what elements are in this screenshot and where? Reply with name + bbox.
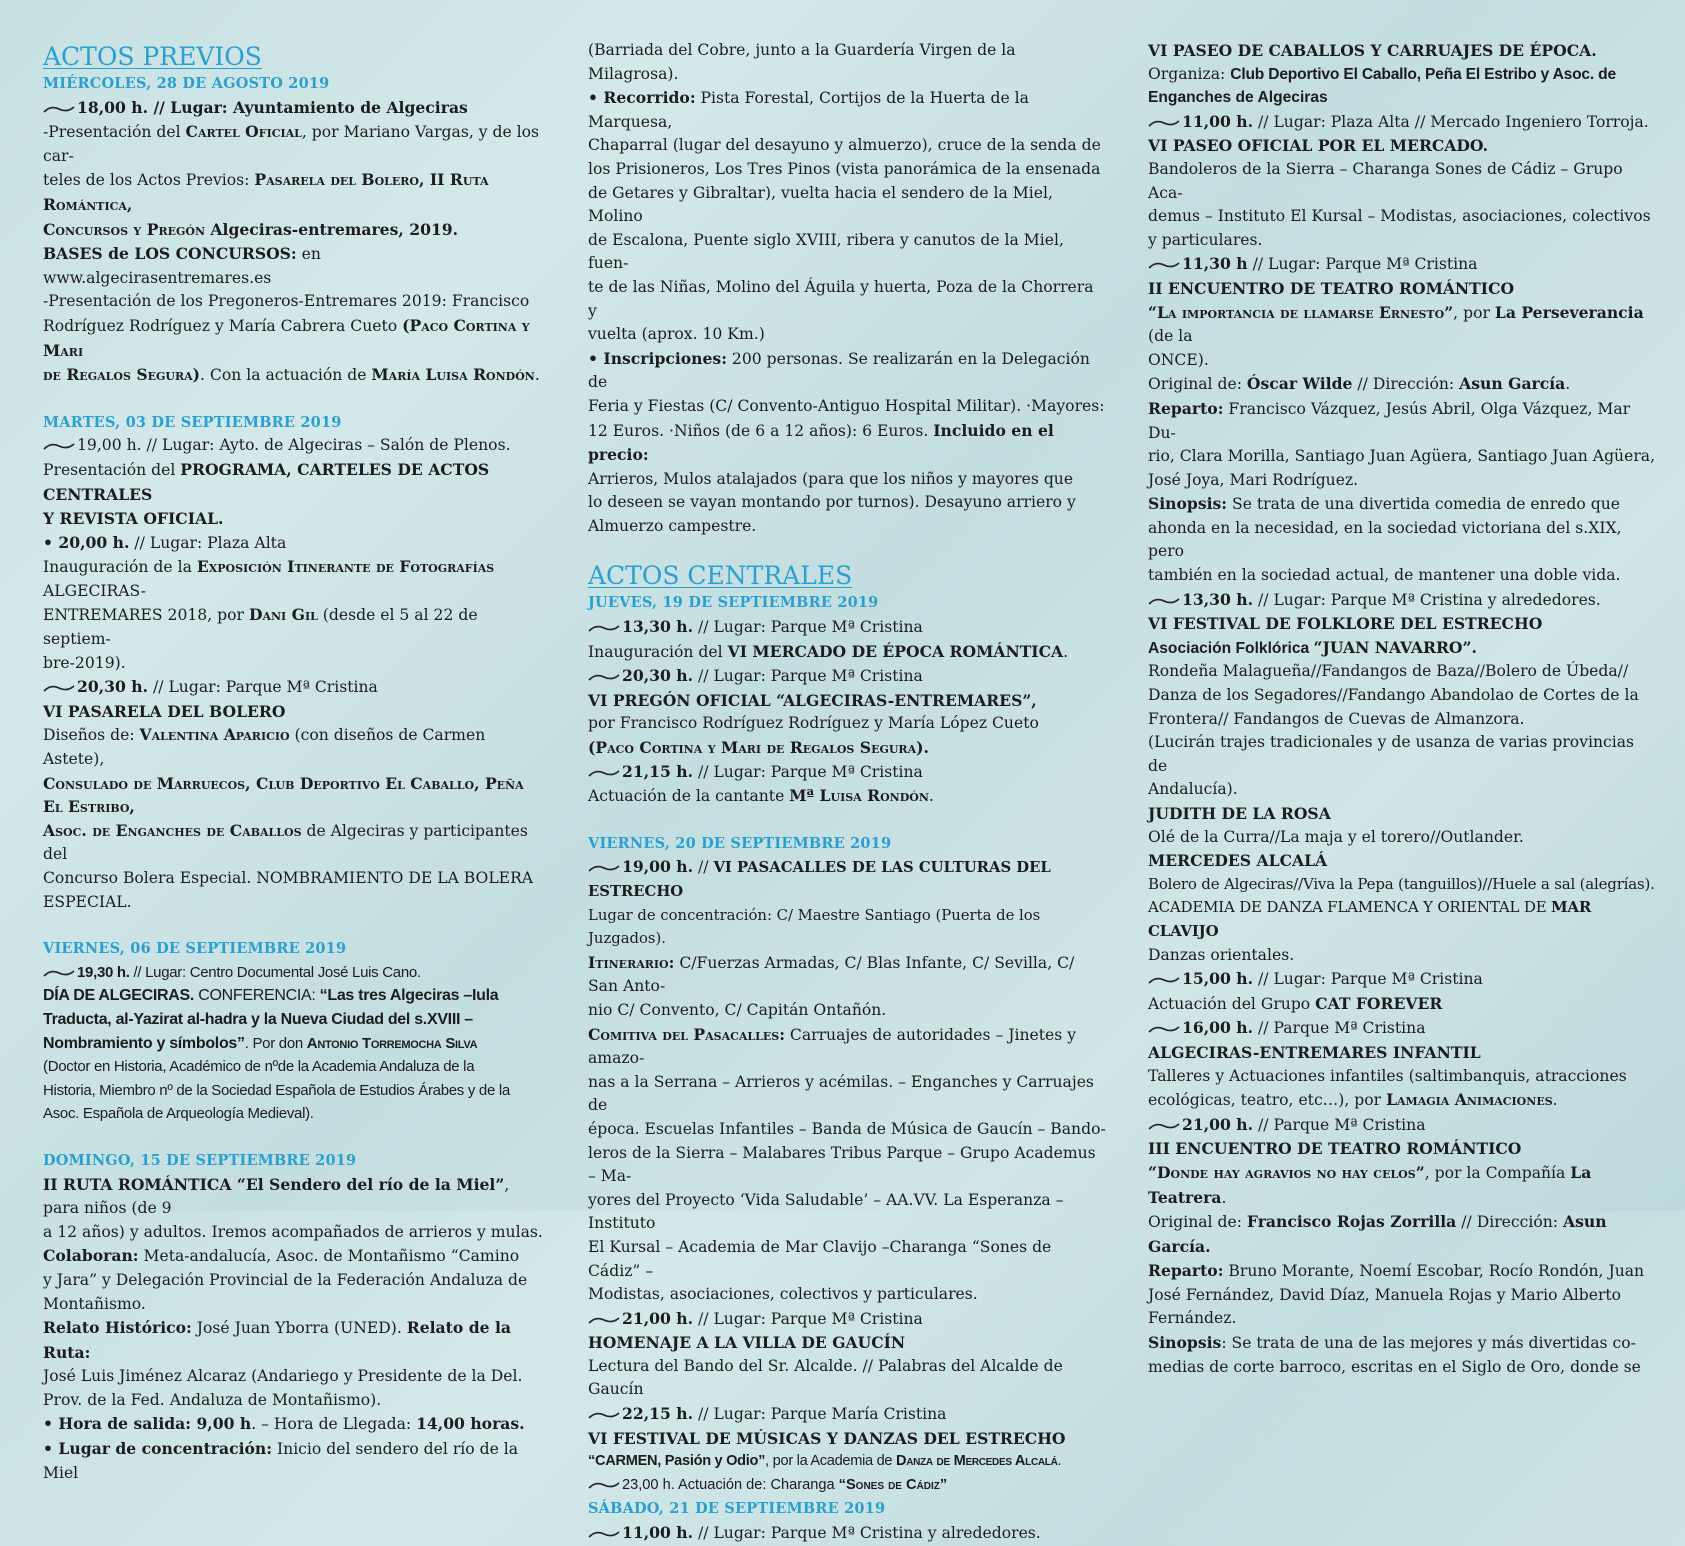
text-line: Inauguración del VI MERCADO DE ÉPOCA ROMÁNTICA.	[588, 641, 1069, 661]
text-line: (Doctor en Historia, Académico de nºde la Academia Andaluza de la	[43, 1058, 475, 1076]
text-line: VI FESTIVAL DE MÚSICAS Y DANZAS DEL ESTRECHO	[588, 1428, 1066, 1448]
text-line: HOMENAJE A LA VILLA DE GAUCÍN	[588, 1333, 906, 1353]
event-line: 15,00 h. // Lugar: Parque Mª Cristina	[1148, 967, 1658, 992]
text-line: teles de los Actos Previos: Pasarela del Bolero, II Ruta Romántica,	[43, 170, 489, 214]
tilde-icon	[43, 441, 75, 451]
text-line: VI PREGÓN OFICIAL “ALGECIRAS-ENTREMARES”,	[588, 690, 1037, 710]
text-line: VI PASEO DE CABALLOS Y CARRUAJES DE ÉPOCA.	[1148, 41, 1597, 60]
text-line: ecológicas, teatro, etc…), por Lamagia Animaciones.	[1148, 1090, 1558, 1110]
tilde-icon	[43, 683, 75, 693]
text-line: Olé de la Curra//La maja y el torero//Outlander.	[1148, 827, 1524, 846]
text-line: • Inscripciones: 200 personas. Se realizarán en la Delegación de	[588, 348, 1090, 392]
text-line: Prov. de la Fed. Andaluza de Montañismo).	[43, 1390, 382, 1409]
text-line: Chaparral (lugar del desayuno y almuerzo), cruce de la senda de	[588, 136, 1101, 155]
date-heading: MARTES, 03 DE SEPTIEMBRE 2019	[43, 413, 342, 431]
tilde-icon	[1148, 596, 1180, 606]
tilde-icon	[588, 623, 620, 633]
text-line: leros de la Sierra – Malabares Tribus Parque – Grupo Academus – Ma-	[588, 1143, 1096, 1186]
event-line: 20,30 h. // Lugar: Parque Mª Cristina	[43, 675, 543, 700]
column-actos-centrales	[588, 39, 1106, 1546]
tilde-icon	[588, 1315, 620, 1325]
text-line: y Jara” y Delegación Provincial de la Federación Andaluza de	[43, 1270, 528, 1289]
text-line: José Fernández, David Díaz, Manuela Rojas y Mario Alberto	[1148, 1285, 1622, 1304]
text-line: Bandoleros de la Sierra – Charanga Sones de Cádiz – Grupo Aca-	[1148, 159, 1623, 202]
text-line: Nombramiento y símbolos”. Por don Antonio Torremocha Silva	[43, 1034, 478, 1052]
event-line: 18,00 h. // Lugar: Ayuntamiento de Algeciras	[43, 96, 543, 121]
text-line: Almuerzo campestre.	[588, 516, 757, 535]
tilde-icon	[588, 1529, 620, 1539]
event-line: 21,15 h. // Lugar: Parque Mª Cristina	[588, 760, 1106, 785]
text-line: Reparto: Bruno Morante, Noemí Escobar, Rocío Rondón, Juan	[1148, 1261, 1645, 1281]
text-line: VI PASEO OFICIAL POR EL MERCADO.	[1148, 136, 1489, 156]
text-line: Actuación del Grupo CAT FOREVER	[1148, 993, 1443, 1013]
text-line: los Prisioneros, Los Tres Pinos (vista panorámica de la ensenada	[588, 159, 1101, 178]
text-line: Relato Histórico: José Juan Yborra (UNED). Relato de la Ruta:	[43, 1318, 511, 1362]
text-line: Andalucía).	[1148, 780, 1238, 799]
column-actos-previos	[43, 38, 543, 1485]
text-line: • Hora de salida: 9,00 h. – Hora de Llegada: 14,00 horas.	[43, 1414, 525, 1434]
text-line: • Lugar de concentración: Inicio del sendero del río de la Miel	[43, 1439, 519, 1482]
text-line: MERCEDES ALCALÁ	[1148, 851, 1328, 871]
text-line: Arrieros, Mulos atalajados (para que los niños y mayores que	[588, 469, 1074, 488]
text-line: III ENCUENTRO DE TEATRO ROMÁNTICO	[1148, 1139, 1522, 1159]
event-line: 11,00 h. // Lugar: Parque Mª Cristina y alrededores.	[588, 1521, 1106, 1546]
tilde-icon	[588, 768, 620, 778]
text-line: Concurso Bolera Especial. NOMBRAMIENTO DE LA BOLERA	[43, 869, 534, 887]
date-heading: DOMINGO, 15 DE SEPTIEMBRE 2019	[43, 1151, 357, 1169]
text-line: Rondeña Malagueña//Fandangos de Baza//Bolero de Úbeda//	[1148, 662, 1629, 681]
text-line: Bolero de Algeciras//Viva la Pepa (tanguillos)//Huele a sal (alegrías).	[1148, 874, 1655, 893]
text-line: de Regalos Segura). Con la actuación de María Luisa Rondón.	[43, 365, 540, 385]
text-line: Rodríguez Rodríguez y María Cabrera Cueto (Paco Cortina y Mari	[43, 315, 530, 360]
text-line: BASES de LOS CONCURSOS: en www.algecirasentremares.es	[43, 244, 321, 287]
text-line: nas a la Serrana – Arrieros y acémilas. – Enganches y Carruajes de	[588, 1072, 1094, 1115]
text-line: Sinopsis: Se trata de una divertida comedia de enredo que	[1148, 494, 1620, 514]
event-line: 22,15 h. // Lugar: Parque María Cristina	[588, 1402, 1106, 1427]
date-heading: SÁBADO, 21 DE SEPTIEMBRE 2019	[588, 1500, 886, 1518]
tilde-icon	[588, 1410, 620, 1420]
text-line: 12 Euros. ·Niños (de 6 a 12 años): 6 Euros. Incluido en el precio:	[588, 420, 1054, 465]
text-line: y particulares.	[1148, 230, 1263, 249]
event-line: 19,00 h. // VI PASACALLES DE LAS CULTURAS DEL ESTRECHO	[588, 857, 1051, 900]
tilde-icon	[1148, 1121, 1180, 1131]
text-line: José Joya, Mari Rodríguez.	[1148, 470, 1359, 489]
event-line: 19,00 h. // Lugar: Ayto. de Algeciras – Salón de Plenos.	[43, 434, 543, 458]
text-line: II ENCUENTRO DE TEATRO ROMÁNTICO	[1148, 278, 1515, 298]
text-line: Danzas orientales.	[1148, 945, 1295, 964]
text-line: ENTREMARES 2018, por Dani Gil (desde el 5 al 22 de septiem-	[43, 605, 478, 649]
text-line: Concursos y Pregón Algeciras-entremares, 2019.	[43, 219, 459, 239]
event-line: 11,00 h. // Lugar: Plaza Alta // Mercado Ingeniero Torroja.	[1148, 110, 1658, 135]
tilde-icon	[588, 1480, 620, 1490]
text-line: ahonda en la necesidad, en la sociedad victoriana del s.XIX, pero	[1148, 518, 1622, 561]
text-line: II RUTA ROMÁNTICA “El Sendero del río de la Miel”, para niños (de 9	[43, 1174, 510, 1218]
text-line: -Presentación del Cartel Oficial, por Mariano Vargas, y de los car-	[43, 122, 540, 165]
event-line: 13,30 h. // Lugar: Parque Mª Cristina y alrededores.	[1148, 588, 1658, 613]
text-line: nio C/ Convento, C/ Capitán Ontañón.	[588, 1000, 887, 1019]
text-line: Consulado de Marruecos, Club Deportivo El Caballo, Peña El Estribo,	[43, 773, 524, 817]
text-line: demus – Instituto El Kursal – Modistas, asociaciones, colectivos	[1148, 207, 1651, 226]
text-line: Asoc. Española de Arqueología Medieval).	[43, 1105, 314, 1123]
column-continuation	[1148, 39, 1658, 1379]
text-line: vuelta (aprox. 10 Km.)	[588, 325, 765, 344]
text-line: VI PASARELA DEL BOLERO	[43, 701, 286, 721]
text-line: lo deseen se vayan montando por turnos). Desayuno arriero y	[588, 493, 1076, 512]
text-line: Traducta, al-Yazirat al-hadra y la Nueva Ciudad del s.XVIII –	[43, 1010, 473, 1028]
text-line: -Presentación de los Pregoneros-Entremares 2019: Francisco	[43, 292, 530, 311]
text-line: (Lucirán trajes tradicionales y de usanza de varias provincias de	[1148, 733, 1635, 775]
date-heading: MIÉRCOLES, 28 DE AGOSTO 2019	[43, 75, 330, 92]
text-line: Itinerario: C/Fuerzas Armadas, C/ Blas Infante, C/ Sevilla, C/ San Anto-	[588, 952, 1075, 996]
event-line: 19,30 h. // Lugar: Centro Documental José Luis Cano.	[43, 961, 543, 985]
tilde-icon	[1148, 1024, 1180, 1034]
tilde-icon	[588, 672, 620, 682]
text-line: Sinopsis: Se trata de una de las mejores y más divertidas co-	[1148, 1333, 1636, 1353]
tilde-icon	[43, 104, 75, 114]
text-line: Organiza: Club Deportivo El Caballo, Peña El Estribo y Asoc. de	[1148, 64, 1616, 83]
tilde-icon	[43, 968, 75, 978]
text-line: Inauguración de la Exposición Itinerante de Fotografías ALGECIRAS-	[43, 557, 495, 600]
text-line: Modistas, asociaciones, colectivos y particulares.	[588, 1285, 978, 1304]
text-line: Asoc. de Enganches de Caballos de Algeciras y participantes del	[43, 820, 528, 864]
text-line: JUDITH DE LA ROSA	[1148, 804, 1331, 823]
text-line: Comitiva del Pasacalles: Carruajes de autoridades – Jinetes y amazo-	[588, 1024, 1077, 1068]
text-line: José Luis Jiménez Alcaraz (Andariego y Presidente de la Del.	[43, 1367, 523, 1386]
text-line: VI FESTIVAL DE FOLKLORE DEL ESTRECHO	[1148, 614, 1543, 634]
text-line: Reparto: Francisco Vázquez, Jesús Abril, Olga Vázquez, Mar Du-	[1148, 398, 1631, 442]
tilde-icon	[1148, 260, 1180, 270]
text-line: de Getares y Gibraltar), vuelta hacia el sendero de la Miel, Molino	[588, 183, 1053, 226]
text-line: Talleres y Actuaciones infantiles (saltimbanquis, atracciones	[1148, 1066, 1627, 1085]
tilde-icon	[588, 863, 620, 873]
text-line: Lectura del Bando del Sr. Alcalde. // Palabras del Alcalde de Gaucín	[588, 1356, 1063, 1399]
text-line: por Francisco Rodríguez Rodríguez y María López Cueto	[588, 714, 1039, 733]
text-line: ACADEMIA DE DANZA FLAMENCA Y ORIENTAL DE MAR CLAVIJO	[1148, 898, 1592, 940]
text-line: ALGECIRAS-ENTREMARES INFANTIL	[1148, 1042, 1481, 1062]
date-heading: JUEVES, 19 DE SEPTIEMBRE 2019	[588, 594, 879, 612]
text-line: Lugar de concentración: C/ Maestre Santiago (Puerta de los Juzgados).	[588, 906, 1041, 948]
text-line: “La importancia de llamarse Ernesto”, por La Perseverancia (de la	[1148, 302, 1644, 346]
section-title-actos-centrales: ACTOS CENTRALES	[588, 561, 853, 591]
text-line: Asociación Folklórica “JUAN NAVARRO”.	[1148, 637, 1477, 657]
text-line: a 12 años) y adultos. Iremos acompañados de arrieros y mulas.	[43, 1222, 543, 1241]
text-line: de Escalona, Puente siglo XVIII, ribera y canutos de la Miel, fuen-	[588, 230, 1064, 273]
text-line: Enganches de Algeciras	[1148, 89, 1328, 107]
text-line: Original de: Francisco Rojas Zorrilla // Dirección: Asun García.	[1148, 1212, 1607, 1256]
text-line: (Paco Cortina y Mari de Regalos Segura).	[588, 738, 929, 758]
event-line: 23,00 h. Actuación de: Charanga “Sones de Cádiz”	[588, 1474, 1106, 1498]
text-line: Danza de los Segadores//Fandango Abandolao de Cortes de la	[1148, 686, 1639, 705]
event-line: 16,00 h. // Parque Mª Cristina	[1148, 1016, 1658, 1041]
section-title-actos-previos: ACTOS PREVIOS	[43, 42, 262, 71]
event-line: 21,00 h. // Lugar: Parque Mª Cristina	[588, 1307, 1106, 1332]
text-line: Fernández.	[1148, 1309, 1237, 1328]
text-line: bre-2019).	[43, 653, 126, 672]
text-line: Presentación del PROGRAMA, CARTELES DE ACTOS CENTRALES	[43, 459, 490, 504]
text-line: Diseños de: Valentina Aparicio (con diseños de Carmen Astete),	[43, 725, 486, 769]
tilde-icon	[1148, 975, 1180, 985]
text-line: medias de corte barroco, escritas en el Siglo de Oro, donde se	[1148, 1357, 1641, 1376]
event-line: 13,30 h. // Lugar: Parque Mª Cristina	[588, 615, 1106, 640]
text-line: te de las Niñas, Molino del Águila y huerta, Poza de la Chorrera y	[588, 277, 1094, 320]
text-line: rio, Clara Morilla, Santiago Juan Agüera, Santiago Juan Agüera,	[1148, 447, 1656, 466]
text-line: ONCE).	[1148, 350, 1209, 369]
text-line: El Kursal – Academia de Mar Clavijo –Charanga “Sones de Cádiz” –	[588, 1237, 1052, 1280]
text-line: Colaboran: Meta-andalucía, Asoc. de Montañismo “Camino	[43, 1246, 520, 1266]
text-line: Montañismo.	[43, 1294, 146, 1313]
tilde-icon	[1148, 118, 1180, 128]
text-line: Original de: Óscar Wilde // Dirección: Asun García.	[1148, 374, 1571, 394]
text-line: Frontera// Fandangos de Cuevas de Almanzora.	[1148, 709, 1525, 728]
text-line: Historia, Miembro nº de la Sociedad Española de Estudios Árabes y de la	[43, 1081, 510, 1099]
text-line: ESPECIAL.	[43, 892, 132, 911]
text-line: “CARMEN, Pasión y Odio”, por la Academia de Danza de Mercedes Alcalá.	[588, 1453, 1062, 1470]
text-line: también en la sociedad actual, de mantener una doble vida.	[1148, 566, 1621, 585]
text-line: yores del Proyecto ‘Vida Saludable’ – AA.VV. La Esperanza – Instituto	[588, 1190, 1064, 1233]
event-line: 21,00 h. // Parque Mª Cristina	[1148, 1113, 1658, 1138]
date-heading: VIERNES, 06 DE SEPTIEMBRE 2019	[43, 940, 347, 958]
date-heading: VIERNES, 20 DE SEPTIEMBRE 2019	[588, 834, 892, 852]
text-line: Actuación de la cantante Mª Luisa Rondón.	[588, 786, 934, 806]
text-line: • 20,00 h. // Lugar: Plaza Alta	[43, 532, 287, 552]
event-line: 11,30 h // Lugar: Parque Mª Cristina	[1148, 252, 1658, 277]
text-line: Y REVISTA OFICIAL.	[43, 509, 224, 529]
text-line: • Recorrido: Pista Forestal, Cortijos de la Huerta de la Marquesa,	[588, 88, 1029, 131]
event-line: 20,30 h. // Lugar: Parque Mª Cristina	[588, 664, 1106, 689]
text-line: (Barriada del Cobre, junto a la Guardería Virgen de la Milagrosa).	[588, 41, 1016, 83]
text-line: DÍA DE ALGECIRAS. CONFERENCIA: “Las tres Algeciras –Iula	[43, 987, 499, 1005]
text-line: época. Escuelas Infantiles – Banda de Música de Gaucín – Bando-	[588, 1119, 1106, 1138]
text-line: “Donde hay agravios no hay celos”, por la Compañía La Teatrera.	[1148, 1162, 1592, 1207]
text-line: Feria y Fiestas (C/ Convento-Antiguo Hospital Militar). ·Mayores:	[588, 396, 1105, 415]
